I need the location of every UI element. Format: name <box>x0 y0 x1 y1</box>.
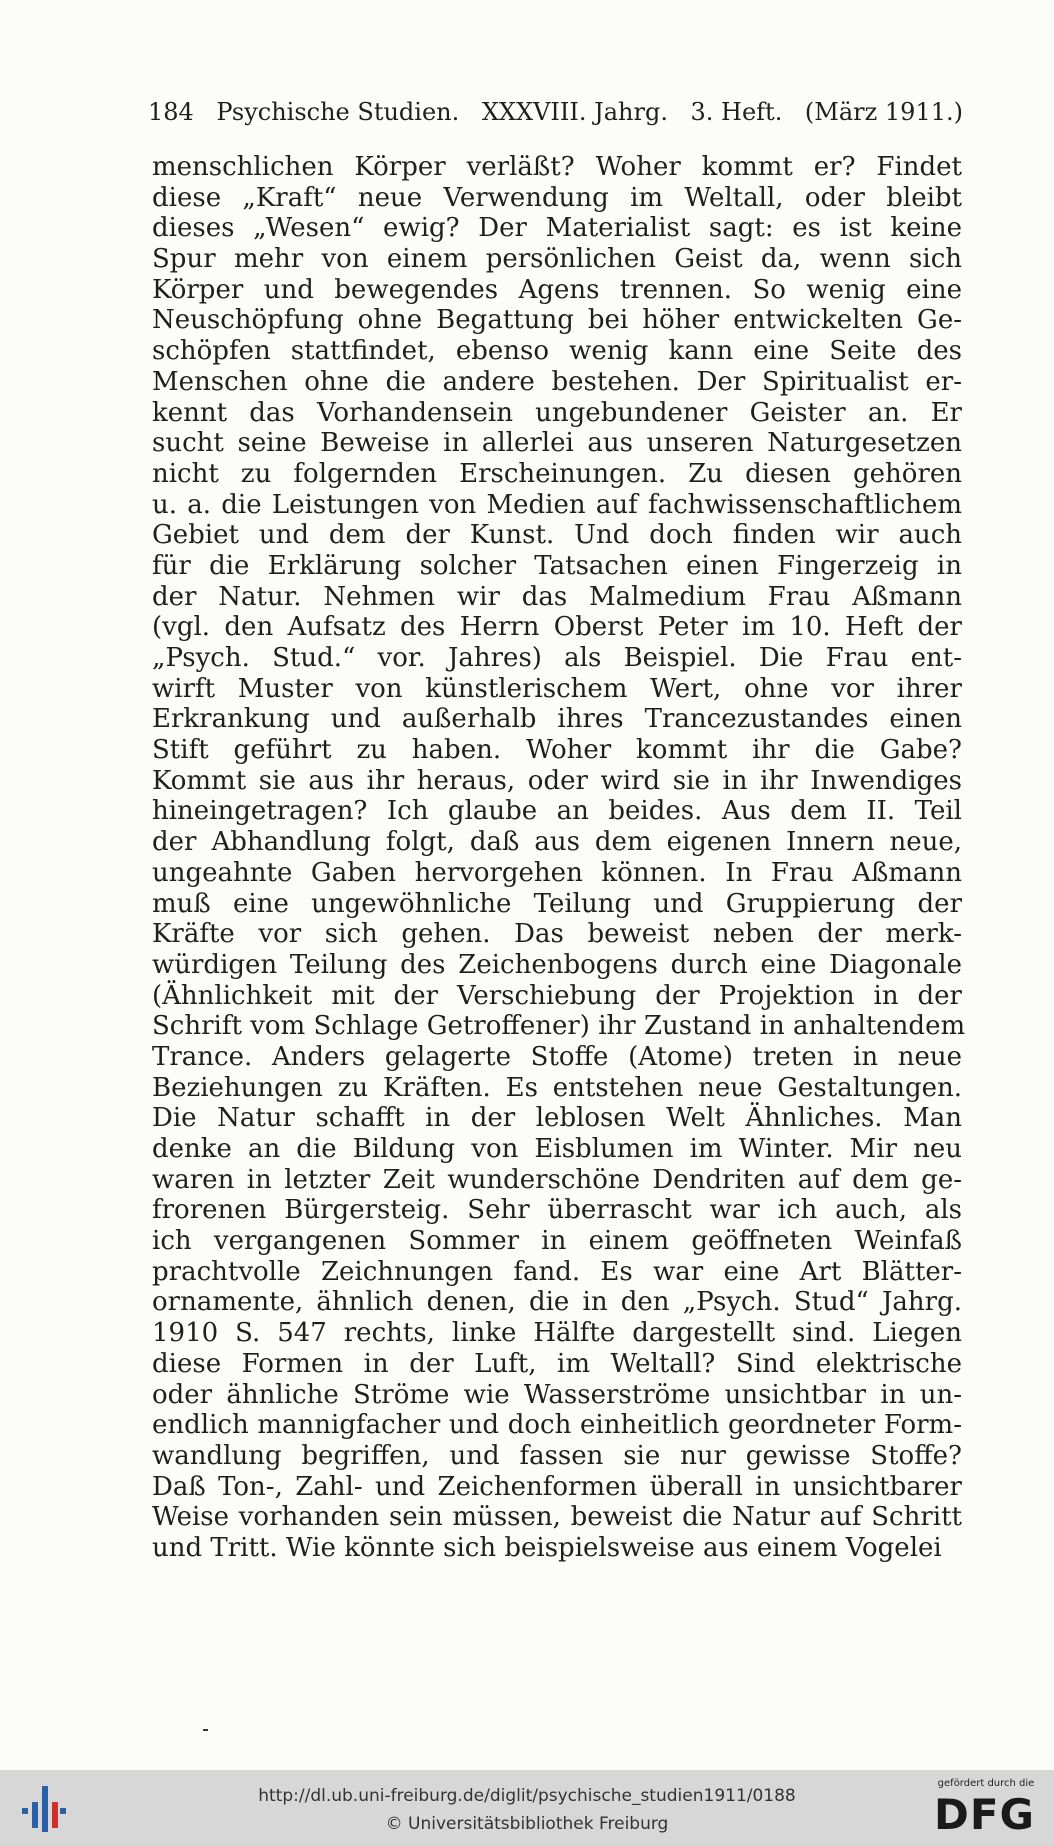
text-line: (vgl. den Aufsatz des Herrn Oberst Peter im 10. Heft der <box>152 612 962 643</box>
text-line: Körper und bewegendes Agens trennen. So wenig eine <box>152 274 962 305</box>
text-line: (Ähnlichkeit mit der Verschiebung der Projektion in der <box>152 980 962 1011</box>
dfg-caption: gefördert durch die <box>937 1778 1035 1789</box>
text-line: und Tritt. Wie könnte sich beispielsweise aus einem Vogelei <box>152 1532 942 1563</box>
text-line: 1910 S. 547 rechts, linke Hälfte dargestellt sind. Liegen <box>152 1318 962 1349</box>
text-line: u. a. die Leistungen von Medien auf fachwissenschaftlichem <box>152 489 962 520</box>
text-line: muß eine ungewöhnliche Teilung und Gruppierung der <box>152 888 962 919</box>
text-line: hineingetragen? Ich glaube an beides. Aus dem II. Teil <box>152 796 962 827</box>
text-line: diese Formen in der Luft, im Weltall? Sind elektrische <box>152 1348 962 1379</box>
text-line: diese „Kraft“ neue Verwendung im Weltall, oder bleibt <box>152 182 962 213</box>
viewer-footer <box>0 1770 1054 1846</box>
text-line: Daß Ton-, Zahl- und Zeichenformen überall in unsichtbarer <box>152 1471 962 1502</box>
text-line: Weise vorhanden sein müssen, beweist die Natur auf Schritt <box>152 1502 962 1533</box>
text-line: Stift geführt zu haben. Woher kommt ihr die Gabe? <box>152 735 962 766</box>
text-line: der Abhandlung folgt, daß aus dem eigenen Innern neue, <box>152 827 962 858</box>
text-line: der Natur. Nehmen wir das Malmedium Frau Aßmann <box>152 581 962 612</box>
text-line: oder ähnliche Ströme wie Wasserströme unsichtbar in un- <box>152 1379 962 1410</box>
text-line: Kräfte vor sich gehen. Das beweist neben der merk- <box>152 919 962 950</box>
text-line: kennt das Vorhandensein ungebundener Geister an. Er <box>152 397 962 428</box>
text-line: Spur mehr von einem persönlichen Geist da, wenn sich <box>152 244 962 275</box>
text-line: Trance. Anders gelagerte Stoffe (Atome) treten in neue <box>152 1041 962 1072</box>
text-line: Die Natur schafft in der leblosen Welt Ähnliches. Man <box>152 1103 962 1134</box>
text-line: würdigen Teilung des Zeichenbogens durch eine Diagonale <box>152 949 962 980</box>
text-line: ich vergangenen Sommer in einem geöffneten Weinfaß <box>152 1226 962 1257</box>
volume-label: XXXVIII. Jahrg. <box>481 98 668 126</box>
text-line: denke an die Bildung von Eisblumen im Winter. Mir neu <box>152 1134 962 1164</box>
document-url-link[interactable]: http://dl.ub.uni-freiburg.de/diglit/psychische_studien1911/0188 <box>258 1786 796 1806</box>
text-line: prachtvolle Zeichnungen fand. Es war eine Art Blätter- <box>152 1256 962 1287</box>
copyright-notice: © Universitätsbibliothek Freiburg <box>385 1814 669 1834</box>
text-line: Gebiet und dem der Kunst. Und doch finden wir auch <box>152 520 962 551</box>
print-mark <box>203 1729 208 1731</box>
body-text <box>152 152 966 1564</box>
text-line: frorenen Bürgersteig. Sehr überrascht war ich auch, als <box>152 1195 962 1226</box>
text-line: endlich mannigfacher und doch einheitlich geordneter Form- <box>152 1410 962 1441</box>
journal-title: Psychische Studien. <box>216 98 460 126</box>
text-line: menschlichen Körper verläßt? Woher kommt er? Findet <box>152 152 962 182</box>
text-line: Neuschöpfung ohne Begattung bei höher entwickelten Ge- <box>152 305 962 336</box>
text-line: für die Erklärung solcher Tatsachen einen Fingerzeig in <box>152 550 962 581</box>
text-line: „Psych. Stud.“ vor. Jahres) als Beispiel. Die Frau ent- <box>152 643 962 673</box>
dfg-logo <box>930 1778 1042 1840</box>
page-number: 184 <box>148 98 194 126</box>
text-line: ornamente, ähnlich denen, die in den „Psych. Stud“ Jahrg. <box>152 1287 962 1318</box>
text-line: Schrift vom Schlage Getroffener) ihr Zustand in anhaltendem <box>152 1011 966 1042</box>
text-line: Beziehungen zu Kräften. Es entstehen neue Gestaltungen. <box>152 1072 962 1103</box>
text-line: Kommt sie aus ihr heraus, oder wird sie in ihr Inwendiges <box>152 765 962 796</box>
text-line: Menschen ohne die andere bestehen. Der Spiritualist er- <box>152 366 962 397</box>
text-line: waren in letzter Zeit wunderschöne Dendriten auf dem ge- <box>152 1164 962 1195</box>
text-line: wandlung begriffen, und fassen sie nur gewisse Stoffe? <box>152 1440 962 1471</box>
text-line: dieses „Wesen“ ewig? Der Materialist sagt: es ist keine <box>152 213 962 244</box>
text-line: sucht seine Beweise in allerlei aus unseren Naturgesetzen <box>152 428 962 459</box>
running-header <box>148 96 963 128</box>
text-line: nicht zu folgernden Erscheinungen. Zu diesen gehören <box>152 458 962 489</box>
text-line: schöpfen stattfindet, ebenso wenig kann eine Seite des <box>152 336 962 367</box>
issue-label: 3. Heft. <box>690 98 783 126</box>
text-line: ungeahnte Gaben hervorgehen können. In Frau Aßmann <box>152 857 962 888</box>
text-line: wirft Muster von künstlerischem Wert, ohne vor ihrer <box>152 673 962 704</box>
text-line: Erkrankung und außerhalb ihres Trancezustandes einen <box>152 704 962 735</box>
dfg-logo-text: DFG <box>934 1790 1036 1839</box>
issue-date: (März 1911.) <box>804 98 963 126</box>
